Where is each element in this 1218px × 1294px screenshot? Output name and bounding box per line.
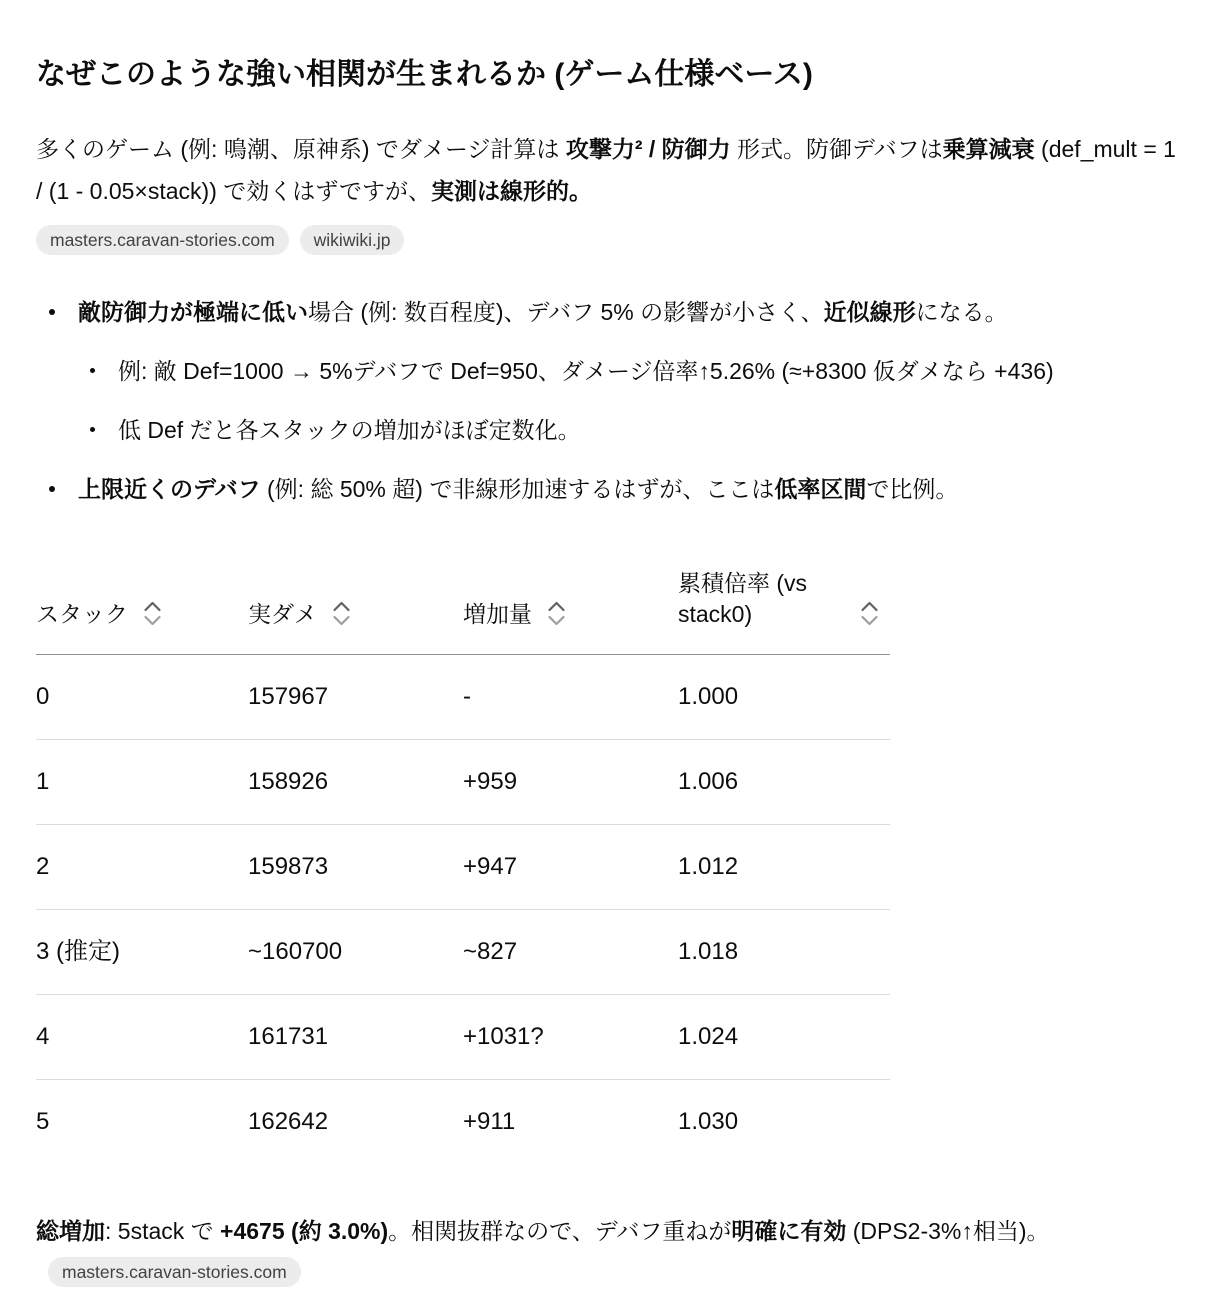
sort-chevrons-icon[interactable] [859, 600, 880, 627]
table-header [36, 568, 890, 655]
table-cell: +911 [463, 1108, 516, 1135]
table-cell: ~827 [463, 910, 678, 995]
text-run: になる。 [915, 299, 1008, 325]
text-run: (例: 総 50% 超) で非線形加速するはずが、ここは [260, 476, 775, 502]
table-row [36, 1080, 890, 1165]
table-cell: 1 [36, 740, 248, 825]
sub-bullet-item [78, 409, 1182, 451]
text-run: 場合 (例: 数百程度)、デバフ 5% の影響が小さく、 [308, 299, 824, 325]
table-cell: 3 (推定) [36, 910, 248, 995]
bold-text: 低率区間 [774, 476, 867, 502]
table-cell: 157967 [248, 655, 463, 740]
table-row [36, 740, 890, 825]
bold-text: 上限近くのデバフ [78, 476, 261, 502]
table-cell: 2 [36, 825, 248, 910]
sub-bullet-list [78, 350, 1182, 451]
table-cell: 1.018 [678, 910, 890, 995]
table-cell: 162642 [248, 1108, 329, 1135]
table-cell: +959 [463, 740, 678, 825]
text-run: (DPS2-3%↑相当)。 [846, 1218, 1050, 1244]
column-header-label: 実ダメ [248, 601, 317, 627]
text-run: 形式。防御デバフは [730, 136, 943, 162]
bold-text: 実測は線形的。 [430, 178, 592, 204]
bold-text: 近似線形 [823, 299, 916, 325]
text-run: : 5stack で [105, 1218, 221, 1244]
text-run: で比例。 [866, 476, 959, 502]
text-run: 低 Def だと各スタックの増加がほぼ定数化。 [118, 417, 581, 443]
sort-chevrons-icon[interactable] [142, 600, 163, 627]
table-cell: 1.012 [678, 825, 890, 910]
table-row [36, 655, 890, 740]
table-row [36, 910, 890, 995]
table-cell: +1031? [463, 995, 678, 1080]
table-row [36, 825, 890, 910]
table-cell: 1.000 [678, 655, 890, 740]
bold-text: 総増加 [36, 1218, 105, 1244]
column-header-label: スタック [36, 601, 128, 627]
text-run: 。相関抜群なので、デバフ重ねが [388, 1218, 732, 1244]
bold-text: 攻撃力² / 防御力 [565, 136, 731, 162]
text-run: (def_mult = 1 / (1 - 0.05×stack)) で効くはずですが、 [36, 136, 1176, 204]
column-header-content [463, 599, 668, 630]
page-title: なぜこのような強い相関が生まれるか (ゲーム仕様ベース) [36, 58, 813, 91]
column-header-3[interactable] [463, 568, 678, 655]
bold-text: 乗算減衰 [942, 136, 1035, 162]
column-header-content [248, 599, 453, 630]
table-cell: 1.024 [678, 995, 890, 1080]
sort-chevrons-icon[interactable] [546, 600, 567, 627]
citation-pill[interactable]: wikiwiki.jp [300, 225, 405, 255]
sub-bullet-item [78, 350, 1182, 392]
bold-text: 明確に有効 [731, 1218, 847, 1244]
table-row [36, 995, 890, 1080]
column-header-1[interactable] [36, 568, 248, 655]
intro-paragraph [36, 128, 1182, 212]
bold-text: +4675 (約 3.0%) [220, 1218, 389, 1244]
citation-pill[interactable]: masters.caravan-stories.com [36, 225, 289, 255]
column-header-label: 累積倍率 (vs stack0) [678, 570, 808, 627]
stack-data-table [36, 568, 890, 1164]
table-cell: - [463, 655, 678, 740]
citation-pill-row [36, 225, 1182, 255]
column-header-content [678, 568, 880, 630]
bullet-item [36, 468, 1182, 510]
text-run: 例: 敵 Def=1000 → 5%デバフで Def=950、ダメージ倍率↑5.26% (≈+8300 仮ダメなら +436) [118, 358, 1054, 384]
table-header-row [36, 568, 890, 655]
table-cell: 1.006 [678, 740, 890, 825]
column-header-label: 増加量 [463, 601, 532, 627]
citation-pill[interactable]: masters.caravan-stories.com [48, 1257, 301, 1287]
sort-chevrons-icon[interactable] [331, 600, 352, 627]
column-header-2[interactable] [248, 568, 463, 655]
table-cell: 5 [36, 1108, 50, 1135]
table-cell: 161731 [248, 995, 463, 1080]
bullet-item [36, 291, 1182, 451]
table-cell: 159873 [248, 825, 463, 910]
column-header-content [36, 599, 238, 630]
table-cell: +947 [463, 825, 678, 910]
table-cell: 1.030 [678, 1108, 739, 1135]
bullet-list [36, 291, 1182, 510]
table-cell: 4 [36, 995, 248, 1080]
summary-paragraph [36, 1210, 1182, 1294]
table-cell: 0 [36, 655, 248, 740]
table-cell: 158926 [248, 740, 463, 825]
bold-text: 敵防御力が極端に低い [78, 299, 308, 325]
text-run: 多くのゲーム (例: 鳴潮、原神系) でダメージ計算は [36, 136, 566, 162]
column-header-4[interactable] [678, 568, 890, 655]
table-cell: ~160700 [248, 910, 463, 995]
table-body [36, 655, 890, 1165]
